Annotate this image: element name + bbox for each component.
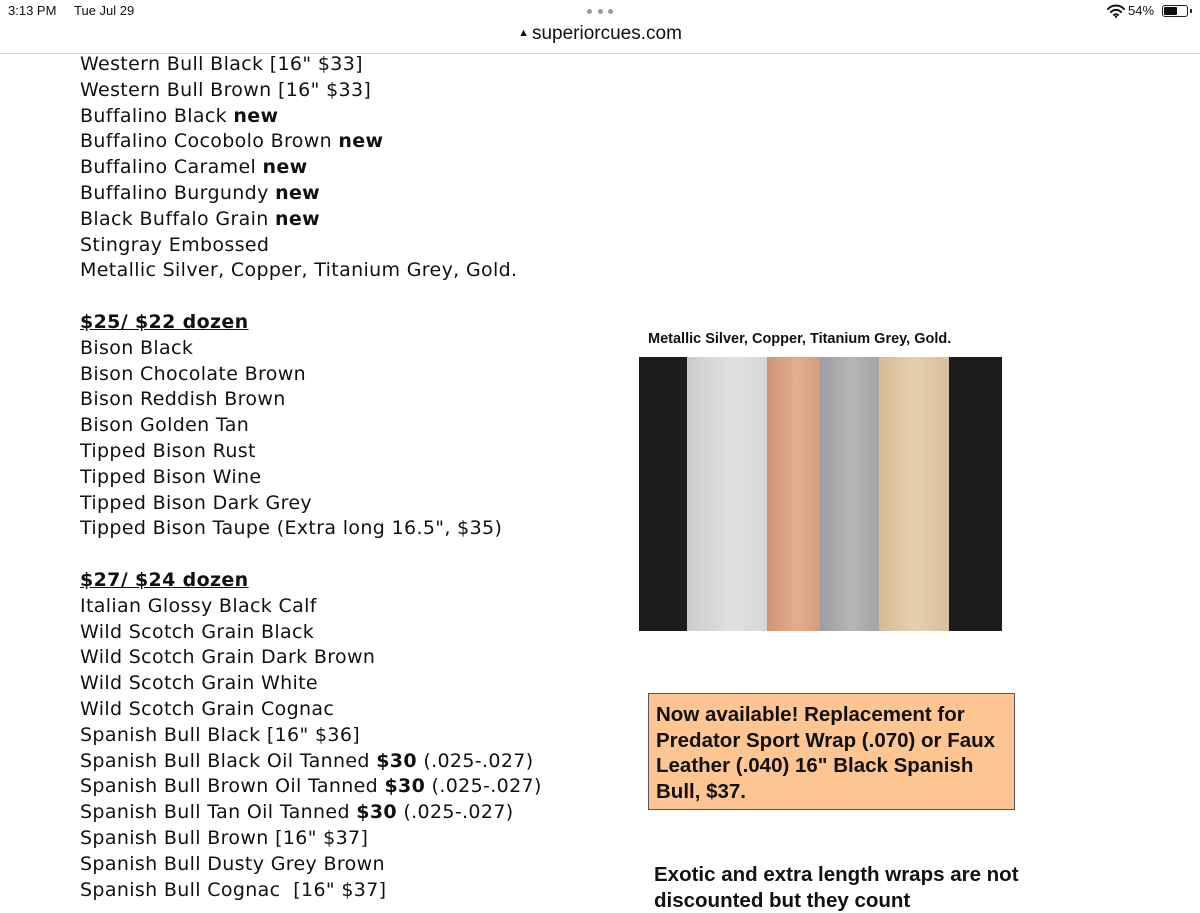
item-price: $30: [376, 749, 417, 772]
new-badge: new: [233, 104, 279, 127]
item-thickness: (.025-.027): [396, 801, 514, 824]
list-calf-spanish: [80, 594, 640, 904]
lock-icon: ▲: [518, 27, 529, 39]
item-name: Stingray Embossed: [80, 233, 270, 256]
item-name: Spanish Bull Dusty Grey Brown: [80, 852, 385, 875]
list-item: [80, 697, 640, 723]
item-name: Wild Scotch Grain White: [80, 672, 318, 695]
new-badge: new: [262, 156, 308, 179]
address-bar[interactable]: [0, 22, 1200, 54]
list-item: [80, 749, 640, 775]
list-item: [80, 78, 640, 104]
price-heading-25: $25/ $22 dozen: [80, 310, 249, 333]
replacement-notice: Now available! Replacement for Predator Sport Wrap (.070) or Faux Leather (.040) 16" Black Spanish Bull, $37.: [648, 693, 1015, 810]
photo-caption: Metallic Silver, Copper, Titanium Grey, Gold.: [648, 331, 952, 347]
item-name: Spanish Bull Brown Oil Tanned: [80, 775, 385, 798]
item-name: Spanish Bull Black Oil Tanned: [80, 749, 377, 772]
list-item: [80, 620, 640, 646]
copper-swatch: [767, 357, 825, 631]
item-name: Western Bull Black [16" $33]: [80, 53, 363, 75]
list-item: [80, 826, 640, 852]
list-item: [80, 207, 640, 233]
item-name: Western Bull Brown [16" $33]: [80, 78, 372, 101]
list-item: [80, 233, 640, 259]
item-name: Metallic Silver, Copper, Titanium Grey, Gold.: [80, 259, 518, 282]
multitasking-dots-icon[interactable]: [587, 9, 613, 15]
item-name: Italian Glossy Black Calf: [80, 594, 317, 617]
item-name: Buffalino Cocobolo Brown: [80, 130, 339, 153]
url-text: superiorcues.com: [531, 23, 682, 44]
status-bar: [0, 0, 1200, 24]
item-thickness: (.025-.027): [416, 749, 534, 772]
list-item: Bison Golden Tan: [80, 414, 250, 437]
list-item: [80, 774, 640, 800]
item-price: $30: [356, 801, 397, 824]
titanium-swatch: [820, 357, 882, 631]
item-name: Buffalino Burgundy: [80, 181, 276, 204]
item-name: Buffalino Black: [80, 104, 234, 127]
item-name: Buffalino Caramel: [80, 156, 263, 179]
status-date: Tue Jul 29: [74, 3, 135, 18]
status-time: 3:13 PM: [8, 3, 57, 18]
list-item: Tipped Bison Wine: [80, 465, 262, 488]
battery-fill: [1164, 7, 1177, 15]
list-item: Tipped Bison Dark Grey: [80, 491, 313, 514]
list-item: [80, 852, 640, 878]
list-item: [80, 104, 640, 130]
list-item: Bison Reddish Brown: [80, 388, 286, 411]
item-thickness: (.025-.027): [425, 775, 542, 798]
list-item: [80, 52, 640, 78]
list-item: [80, 594, 640, 620]
exotic-wraps-note: Exotic and extra length wraps are not discounted but they count: [654, 863, 1019, 912]
wifi-icon: [1107, 4, 1125, 18]
list-item: [80, 155, 640, 181]
url-display[interactable]: [0, 23, 1200, 45]
list-leathers-top: [80, 52, 640, 284]
list-item: Bison Black: [80, 336, 194, 359]
list-item: Tipped Bison Taupe (Extra long 16.5", $35): [80, 517, 503, 540]
item-name: Black Buffalo Grain: [80, 207, 276, 230]
item-name: Spanish Bull Brown [16" $37]: [80, 826, 369, 849]
list-item: [80, 129, 640, 155]
list-item: [80, 878, 640, 904]
leather-swatches-photo: [639, 357, 1002, 631]
new-badge: new: [338, 130, 384, 153]
list-item: Bison Chocolate Brown: [80, 362, 307, 385]
new-badge: new: [275, 207, 321, 230]
item-name: Spanish Bull Tan Oil Tanned: [80, 801, 357, 824]
new-badge: new: [275, 181, 321, 204]
list-item: Tipped Bison Rust: [80, 439, 256, 462]
gold-swatch: [879, 357, 949, 631]
item-name: Wild Scotch Grain Black: [80, 620, 315, 643]
product-list: [80, 52, 640, 903]
item-price: $30: [384, 775, 426, 798]
item-name: Spanish Bull Cognac [16" $37]: [80, 878, 387, 901]
list-item: [80, 645, 640, 671]
price-heading-27: $27/ $24 dozen: [80, 568, 249, 591]
battery-percent: 54%: [1128, 3, 1155, 18]
list-bison: [80, 336, 640, 542]
silver-swatch: [687, 357, 779, 631]
list-item: [80, 258, 640, 284]
list-item: [80, 800, 640, 826]
item-name: Spanish Bull Black [16" $36]: [80, 723, 361, 746]
list-item: [80, 723, 640, 749]
item-name: Wild Scotch Grain Dark Brown: [80, 646, 376, 669]
item-name: Wild Scotch Grain Cognac: [80, 697, 335, 720]
list-item: [80, 181, 640, 207]
battery-icon: [1162, 5, 1188, 17]
list-item: [80, 671, 640, 697]
